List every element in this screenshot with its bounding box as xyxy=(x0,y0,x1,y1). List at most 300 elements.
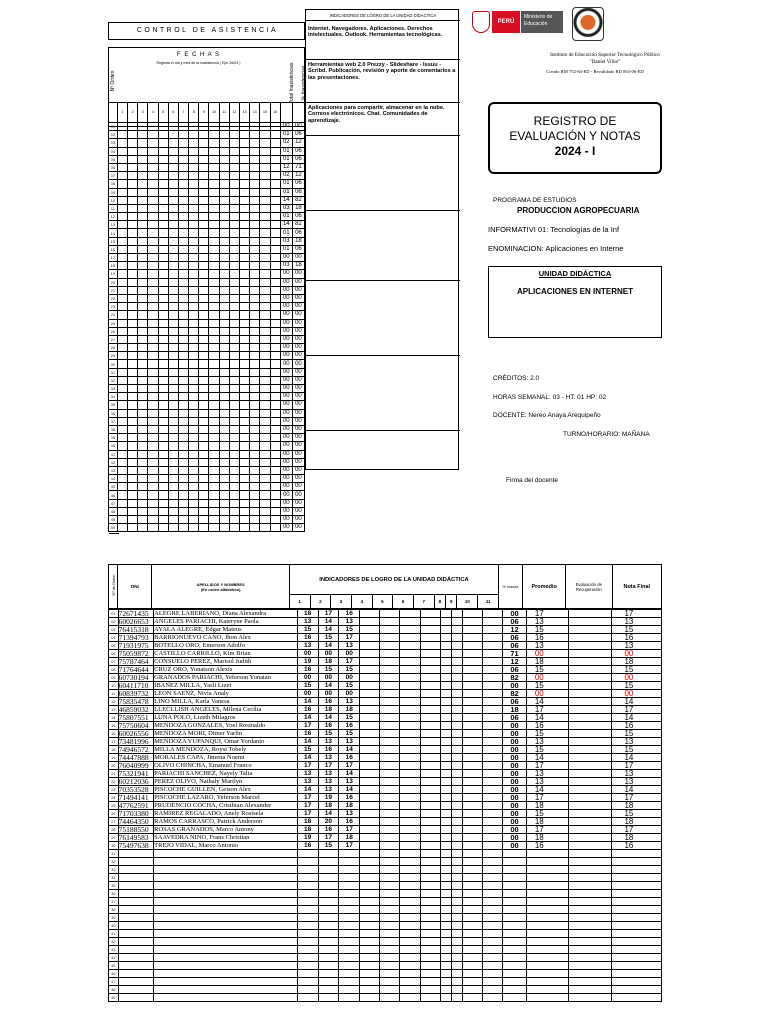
attendance-cell[interactable] xyxy=(189,270,199,278)
attendance-cell[interactable] xyxy=(270,303,280,311)
attendance-cell[interactable] xyxy=(229,360,239,368)
attendance-cell[interactable] xyxy=(219,139,229,147)
indicator-grade[interactable] xyxy=(360,658,380,666)
attendance-cell[interactable] xyxy=(199,491,209,499)
attendance-cell[interactable] xyxy=(158,237,168,245)
recovery-grade[interactable] xyxy=(568,986,612,994)
attendance-cell[interactable] xyxy=(168,409,178,417)
indicator-grade[interactable]: 00 xyxy=(339,690,360,698)
attendance-cell[interactable] xyxy=(240,155,250,163)
attendance-cell[interactable] xyxy=(219,188,229,196)
indicator-grade[interactable] xyxy=(420,738,440,746)
indicator-grade[interactable] xyxy=(462,874,482,882)
attendance-cell[interactable] xyxy=(178,335,188,343)
attendance-cell[interactable] xyxy=(229,524,239,532)
indicator-grade[interactable] xyxy=(440,874,451,882)
indicator-grade[interactable]: 16 xyxy=(339,794,360,802)
attendance-cell[interactable] xyxy=(189,155,199,163)
attendance-cell[interactable] xyxy=(127,417,137,425)
attendance-cell[interactable] xyxy=(168,311,178,319)
recovery-grade[interactable] xyxy=(568,946,612,954)
indicator-grade[interactable]: 14 xyxy=(297,738,318,746)
recovery-grade[interactable] xyxy=(568,674,612,682)
indicator-grade[interactable] xyxy=(451,722,462,730)
recovery-grade[interactable] xyxy=(568,610,612,618)
indicator-grade[interactable] xyxy=(420,858,440,866)
attendance-cell[interactable] xyxy=(229,237,239,245)
indicator-grade[interactable]: 17 xyxy=(297,794,318,802)
attendance-cell[interactable] xyxy=(250,385,260,393)
indicator-grade[interactable] xyxy=(339,938,360,946)
indicator-grade[interactable]: 00 xyxy=(297,674,318,682)
indicator-grade[interactable] xyxy=(400,930,420,938)
attendance-cell[interactable] xyxy=(168,376,178,384)
attendance-cell[interactable] xyxy=(270,131,280,139)
attendance-cell[interactable] xyxy=(219,221,229,229)
attendance-cell[interactable] xyxy=(127,344,137,352)
attendance-cell[interactable] xyxy=(229,352,239,360)
indicator-grade[interactable] xyxy=(420,874,440,882)
attendance-cell[interactable] xyxy=(117,327,127,335)
attendance-cell[interactable] xyxy=(168,270,178,278)
indicator-grade[interactable] xyxy=(318,890,339,898)
attendance-cell[interactable] xyxy=(250,180,260,188)
indicator-grade[interactable] xyxy=(318,962,339,970)
recovery-grade[interactable] xyxy=(568,722,612,730)
attendance-cell[interactable] xyxy=(270,401,280,409)
attendance-cell[interactable] xyxy=(158,475,168,483)
attendance-cell[interactable] xyxy=(168,147,178,155)
attendance-cell[interactable] xyxy=(138,475,148,483)
indicator-grade[interactable] xyxy=(297,850,318,858)
attendance-cell[interactable] xyxy=(209,188,219,196)
indicator-grade[interactable] xyxy=(339,890,360,898)
indicator-grade[interactable] xyxy=(462,810,482,818)
attendance-cell[interactable] xyxy=(158,221,168,229)
attendance-cell[interactable] xyxy=(219,466,229,474)
attendance-cell[interactable]: · xyxy=(229,270,239,278)
attendance-cell[interactable] xyxy=(138,425,148,433)
indicator-grade[interactable] xyxy=(360,642,380,650)
attendance-cell[interactable]: · xyxy=(209,155,219,163)
attendance-cell[interactable] xyxy=(189,319,199,327)
indicator-grade[interactable] xyxy=(420,778,440,786)
attendance-cell[interactable] xyxy=(158,368,168,376)
attendance-cell[interactable] xyxy=(127,196,137,204)
indicator-grade[interactable] xyxy=(360,858,380,866)
attendance-cell[interactable] xyxy=(189,450,199,458)
attendance-cell[interactable] xyxy=(219,344,229,352)
attendance-cell[interactable] xyxy=(158,458,168,466)
attendance-cell[interactable] xyxy=(270,139,280,147)
indicator-grade[interactable] xyxy=(451,610,462,618)
attendance-cell[interactable] xyxy=(240,278,250,286)
indicator-grade[interactable] xyxy=(400,778,420,786)
attendance-cell[interactable] xyxy=(270,229,280,237)
attendance-cell[interactable] xyxy=(219,180,229,188)
indicator-grade[interactable] xyxy=(380,786,400,794)
indicator-grade[interactable] xyxy=(360,738,380,746)
attendance-cell[interactable] xyxy=(178,491,188,499)
indicator-grade[interactable] xyxy=(451,874,462,882)
attendance-cell[interactable] xyxy=(127,409,137,417)
indicator-grade[interactable]: 17 xyxy=(297,802,318,810)
attendance-cell[interactable] xyxy=(199,196,209,204)
attendance-cell[interactable] xyxy=(127,352,137,360)
indicator-grade[interactable] xyxy=(360,714,380,722)
indicator-grade[interactable] xyxy=(420,970,440,978)
attendance-cell[interactable] xyxy=(229,409,239,417)
attendance-cell[interactable] xyxy=(117,458,127,466)
indicator-grade[interactable] xyxy=(318,986,339,994)
attendance-cell[interactable] xyxy=(158,393,168,401)
indicator-grade[interactable] xyxy=(400,890,420,898)
indicator-grade[interactable] xyxy=(440,634,451,642)
indicator-grade[interactable] xyxy=(440,922,451,930)
indicator-grade[interactable] xyxy=(483,850,503,858)
attendance-cell[interactable] xyxy=(240,163,250,171)
indicator-grade[interactable] xyxy=(380,762,400,770)
attendance-cell[interactable] xyxy=(168,139,178,147)
attendance-cell[interactable] xyxy=(178,311,188,319)
indicator-grade[interactable] xyxy=(297,978,318,986)
indicator-grade[interactable] xyxy=(483,722,503,730)
attendance-cell[interactable] xyxy=(148,335,158,343)
attendance-cell[interactable] xyxy=(199,442,209,450)
indicator-grade[interactable] xyxy=(400,866,420,874)
recovery-grade[interactable] xyxy=(568,634,612,642)
indicator-grade[interactable] xyxy=(451,746,462,754)
attendance-cell[interactable]: · xyxy=(240,172,250,180)
attendance-cell[interactable] xyxy=(240,401,250,409)
attendance-cell[interactable] xyxy=(270,180,280,188)
attendance-cell[interactable] xyxy=(178,466,188,474)
attendance-cell[interactable] xyxy=(229,262,239,270)
attendance-cell[interactable] xyxy=(148,368,158,376)
attendance-cell[interactable] xyxy=(148,123,158,131)
attendance-cell[interactable] xyxy=(148,139,158,147)
attendance-cell[interactable] xyxy=(209,360,219,368)
attendance-cell[interactable] xyxy=(158,278,168,286)
indicator-grade[interactable]: 16 xyxy=(318,698,339,706)
attendance-cell[interactable] xyxy=(117,196,127,204)
indicator-grade[interactable] xyxy=(440,826,451,834)
attendance-cell[interactable] xyxy=(189,237,199,245)
attendance-cell[interactable] xyxy=(229,483,239,491)
indicator-grade[interactable] xyxy=(451,786,462,794)
recovery-grade[interactable] xyxy=(568,810,612,818)
attendance-cell[interactable] xyxy=(229,450,239,458)
indicator-grade[interactable] xyxy=(380,738,400,746)
indicator-grade[interactable] xyxy=(360,970,380,978)
attendance-cell[interactable] xyxy=(138,278,148,286)
attendance-cell[interactable] xyxy=(219,458,229,466)
indicator-grade[interactable] xyxy=(380,722,400,730)
indicator-grade[interactable] xyxy=(451,810,462,818)
attendance-cell[interactable] xyxy=(260,188,270,196)
attendance-cell[interactable] xyxy=(117,172,127,180)
attendance-cell[interactable] xyxy=(178,368,188,376)
recovery-grade[interactable] xyxy=(568,650,612,658)
attendance-cell[interactable] xyxy=(209,254,219,262)
attendance-cell[interactable] xyxy=(138,213,148,221)
attendance-cell[interactable]: · xyxy=(158,204,168,212)
attendance-cell[interactable] xyxy=(189,294,199,302)
indicator-grade[interactable] xyxy=(380,642,400,650)
attendance-cell[interactable] xyxy=(260,335,270,343)
indicator-grade[interactable] xyxy=(440,898,451,906)
attendance-cell[interactable] xyxy=(219,262,229,270)
attendance-cell[interactable] xyxy=(168,442,178,450)
indicator-grade[interactable]: 13 xyxy=(318,738,339,746)
indicator-grade[interactable] xyxy=(297,866,318,874)
attendance-cell[interactable] xyxy=(260,491,270,499)
attendance-cell[interactable] xyxy=(158,196,168,204)
indicator-grade[interactable] xyxy=(440,962,451,970)
attendance-cell[interactable] xyxy=(250,483,260,491)
attendance-cell[interactable] xyxy=(117,466,127,474)
attendance-cell[interactable] xyxy=(250,491,260,499)
attendance-cell[interactable] xyxy=(178,237,188,245)
attendance-cell[interactable] xyxy=(158,466,168,474)
indicator-grade[interactable] xyxy=(420,658,440,666)
indicator-grade[interactable] xyxy=(360,938,380,946)
indicator-grade[interactable] xyxy=(483,930,503,938)
attendance-cell[interactable] xyxy=(229,294,239,302)
indicator-grade[interactable] xyxy=(440,914,451,922)
attendance-cell[interactable] xyxy=(199,155,209,163)
indicator-grade[interactable] xyxy=(318,970,339,978)
attendance-cell[interactable] xyxy=(148,254,158,262)
indicator-grade[interactable] xyxy=(400,946,420,954)
indicator-grade[interactable]: 18 xyxy=(297,610,318,618)
attendance-cell[interactable] xyxy=(148,163,158,171)
attendance-cell[interactable] xyxy=(270,286,280,294)
indicator-grade[interactable]: 17 xyxy=(297,722,318,730)
recovery-grade[interactable] xyxy=(568,962,612,970)
indicator-grade[interactable]: 17 xyxy=(339,634,360,642)
indicator-grade[interactable] xyxy=(360,794,380,802)
indicator-grade[interactable]: 18 xyxy=(297,826,318,834)
attendance-cell[interactable] xyxy=(148,213,158,221)
attendance-cell[interactable] xyxy=(260,417,270,425)
indicator-grade[interactable] xyxy=(360,802,380,810)
indicator-grade[interactable] xyxy=(451,930,462,938)
attendance-cell[interactable] xyxy=(250,229,260,237)
attendance-cell[interactable] xyxy=(199,352,209,360)
attendance-cell[interactable] xyxy=(219,442,229,450)
attendance-cell[interactable] xyxy=(250,425,260,433)
attendance-cell[interactable]: · xyxy=(189,139,199,147)
attendance-cell[interactable] xyxy=(148,155,158,163)
recovery-grade[interactable] xyxy=(568,778,612,786)
indicator-grade[interactable] xyxy=(420,706,440,714)
attendance-cell[interactable] xyxy=(168,507,178,515)
attendance-cell[interactable] xyxy=(138,409,148,417)
attendance-cell[interactable] xyxy=(199,417,209,425)
attendance-cell[interactable] xyxy=(219,368,229,376)
attendance-cell[interactable] xyxy=(127,458,137,466)
indicator-grade[interactable] xyxy=(400,722,420,730)
attendance-cell[interactable] xyxy=(127,507,137,515)
recovery-grade[interactable] xyxy=(568,954,612,962)
recovery-grade[interactable] xyxy=(568,882,612,890)
attendance-cell[interactable] xyxy=(168,385,178,393)
attendance-cell[interactable] xyxy=(209,368,219,376)
indicator-grade[interactable] xyxy=(360,682,380,690)
attendance-cell[interactable] xyxy=(148,499,158,507)
attendance-cell[interactable] xyxy=(158,499,168,507)
attendance-cell[interactable] xyxy=(209,376,219,384)
indicator-grade[interactable] xyxy=(483,794,503,802)
indicator-grade[interactable] xyxy=(451,698,462,706)
attendance-cell[interactable] xyxy=(158,294,168,302)
attendance-cell[interactable] xyxy=(138,376,148,384)
attendance-cell[interactable] xyxy=(219,475,229,483)
indicator-grade[interactable] xyxy=(462,626,482,634)
indicator-grade[interactable] xyxy=(380,962,400,970)
indicator-grade[interactable] xyxy=(318,946,339,954)
attendance-cell[interactable] xyxy=(127,221,137,229)
attendance-cell[interactable] xyxy=(260,401,270,409)
indicator-grade[interactable] xyxy=(339,922,360,930)
indicator-grade[interactable] xyxy=(462,970,482,978)
attendance-cell[interactable] xyxy=(168,262,178,270)
attendance-cell[interactable] xyxy=(240,393,250,401)
attendance-cell[interactable] xyxy=(250,417,260,425)
attendance-cell[interactable] xyxy=(270,434,280,442)
attendance-cell[interactable] xyxy=(229,466,239,474)
recovery-grade[interactable] xyxy=(568,746,612,754)
indicator-grade[interactable] xyxy=(483,618,503,626)
attendance-cell[interactable] xyxy=(229,491,239,499)
attendance-cell[interactable]: · xyxy=(127,229,137,237)
attendance-cell[interactable] xyxy=(117,229,127,237)
indicator-grade[interactable] xyxy=(440,754,451,762)
indicator-grade[interactable] xyxy=(400,850,420,858)
attendance-cell[interactable] xyxy=(158,180,168,188)
attendance-cell[interactable] xyxy=(209,237,219,245)
indicator-grade[interactable]: 14 xyxy=(339,786,360,794)
attendance-cell[interactable] xyxy=(250,376,260,384)
attendance-cell[interactable] xyxy=(158,123,168,131)
attendance-cell[interactable] xyxy=(250,139,260,147)
attendance-cell[interactable] xyxy=(138,344,148,352)
attendance-cell[interactable] xyxy=(260,450,270,458)
indicator-grade[interactable]: 17 xyxy=(339,826,360,834)
attendance-cell[interactable] xyxy=(209,335,219,343)
attendance-cell[interactable] xyxy=(168,491,178,499)
attendance-cell[interactable] xyxy=(270,163,280,171)
attendance-cell[interactable] xyxy=(260,352,270,360)
attendance-cell[interactable] xyxy=(117,491,127,499)
attendance-cell[interactable] xyxy=(209,524,219,532)
indicator-grade[interactable] xyxy=(483,762,503,770)
attendance-cell[interactable] xyxy=(127,163,137,171)
indicator-grade[interactable] xyxy=(380,610,400,618)
attendance-cell[interactable] xyxy=(209,499,219,507)
indicator-grade[interactable]: 14 xyxy=(297,698,318,706)
attendance-cell[interactable] xyxy=(168,450,178,458)
attendance-cell[interactable] xyxy=(250,237,260,245)
attendance-cell[interactable] xyxy=(127,483,137,491)
indicator-grade[interactable]: 00 xyxy=(318,674,339,682)
recovery-grade[interactable] xyxy=(568,794,612,802)
indicator-grade[interactable] xyxy=(483,954,503,962)
indicator-grade[interactable] xyxy=(380,882,400,890)
attendance-cell[interactable] xyxy=(260,163,270,171)
attendance-cell[interactable] xyxy=(178,123,188,131)
indicator-grade[interactable] xyxy=(440,762,451,770)
attendance-cell[interactable] xyxy=(199,163,209,171)
indicator-grade[interactable] xyxy=(462,922,482,930)
attendance-cell[interactable] xyxy=(219,483,229,491)
indicator-grade[interactable] xyxy=(483,626,503,634)
indicator-grade[interactable] xyxy=(420,690,440,698)
attendance-cell[interactable] xyxy=(209,123,219,131)
recovery-grade[interactable] xyxy=(568,626,612,634)
attendance-cell[interactable] xyxy=(209,147,219,155)
attendance-cell[interactable] xyxy=(117,376,127,384)
indicator-grade[interactable] xyxy=(420,810,440,818)
attendance-cell[interactable] xyxy=(199,311,209,319)
attendance-cell[interactable] xyxy=(250,458,260,466)
attendance-cell[interactable] xyxy=(199,401,209,409)
attendance-cell[interactable] xyxy=(250,475,260,483)
indicator-grade[interactable] xyxy=(451,994,462,1002)
indicator-grade[interactable] xyxy=(462,618,482,626)
attendance-cell[interactable] xyxy=(117,360,127,368)
attendance-cell[interactable] xyxy=(209,131,219,139)
indicator-grade[interactable] xyxy=(400,826,420,834)
attendance-cell[interactable] xyxy=(250,123,260,131)
attendance-cell[interactable] xyxy=(199,278,209,286)
indicator-grade[interactable] xyxy=(462,962,482,970)
attendance-cell[interactable] xyxy=(138,155,148,163)
indicator-grade[interactable] xyxy=(451,802,462,810)
attendance-cell[interactable]: · xyxy=(168,245,178,253)
indicator-grade[interactable] xyxy=(451,738,462,746)
attendance-cell[interactable] xyxy=(209,278,219,286)
attendance-cell[interactable] xyxy=(240,425,250,433)
indicator-grade[interactable] xyxy=(297,938,318,946)
attendance-cell[interactable] xyxy=(168,360,178,368)
attendance-cell[interactable] xyxy=(260,131,270,139)
indicator-grade[interactable] xyxy=(483,866,503,874)
attendance-cell[interactable] xyxy=(260,294,270,302)
attendance-cell[interactable] xyxy=(229,131,239,139)
attendance-cell[interactable] xyxy=(148,180,158,188)
attendance-cell[interactable]: · xyxy=(260,221,270,229)
attendance-cell[interactable] xyxy=(178,327,188,335)
attendance-cell[interactable]: · xyxy=(168,229,178,237)
attendance-cell[interactable] xyxy=(209,425,219,433)
attendance-cell[interactable] xyxy=(229,278,239,286)
indicator-grade[interactable] xyxy=(451,866,462,874)
indicator-grade[interactable] xyxy=(400,682,420,690)
recovery-grade[interactable] xyxy=(568,770,612,778)
indicator-grade[interactable] xyxy=(380,666,400,674)
attendance-cell[interactable] xyxy=(199,319,209,327)
attendance-cell[interactable] xyxy=(138,147,148,155)
indicator-grade[interactable] xyxy=(462,946,482,954)
attendance-cell[interactable] xyxy=(219,327,229,335)
attendance-cell[interactable]: · xyxy=(209,229,219,237)
attendance-cell[interactable] xyxy=(178,483,188,491)
indicator-grade[interactable]: 16 xyxy=(339,818,360,826)
indicator-grade[interactable] xyxy=(420,898,440,906)
indicator-grade[interactable] xyxy=(360,994,380,1002)
